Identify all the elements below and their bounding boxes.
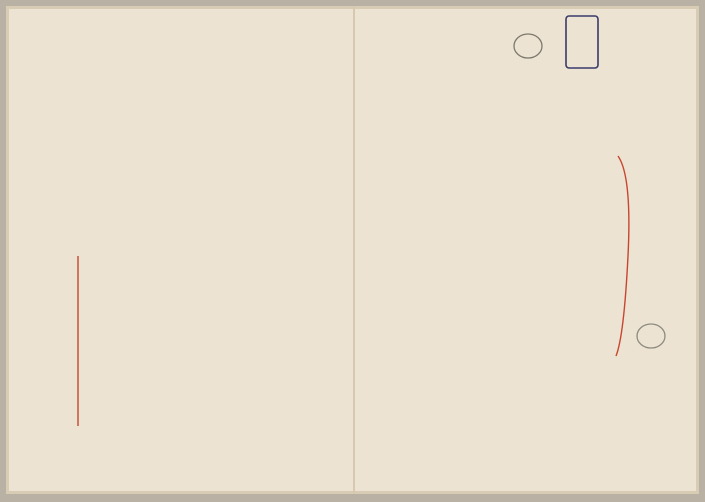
manuscript-page [6, 6, 699, 494]
manuscript-sheet [6, 6, 699, 494]
